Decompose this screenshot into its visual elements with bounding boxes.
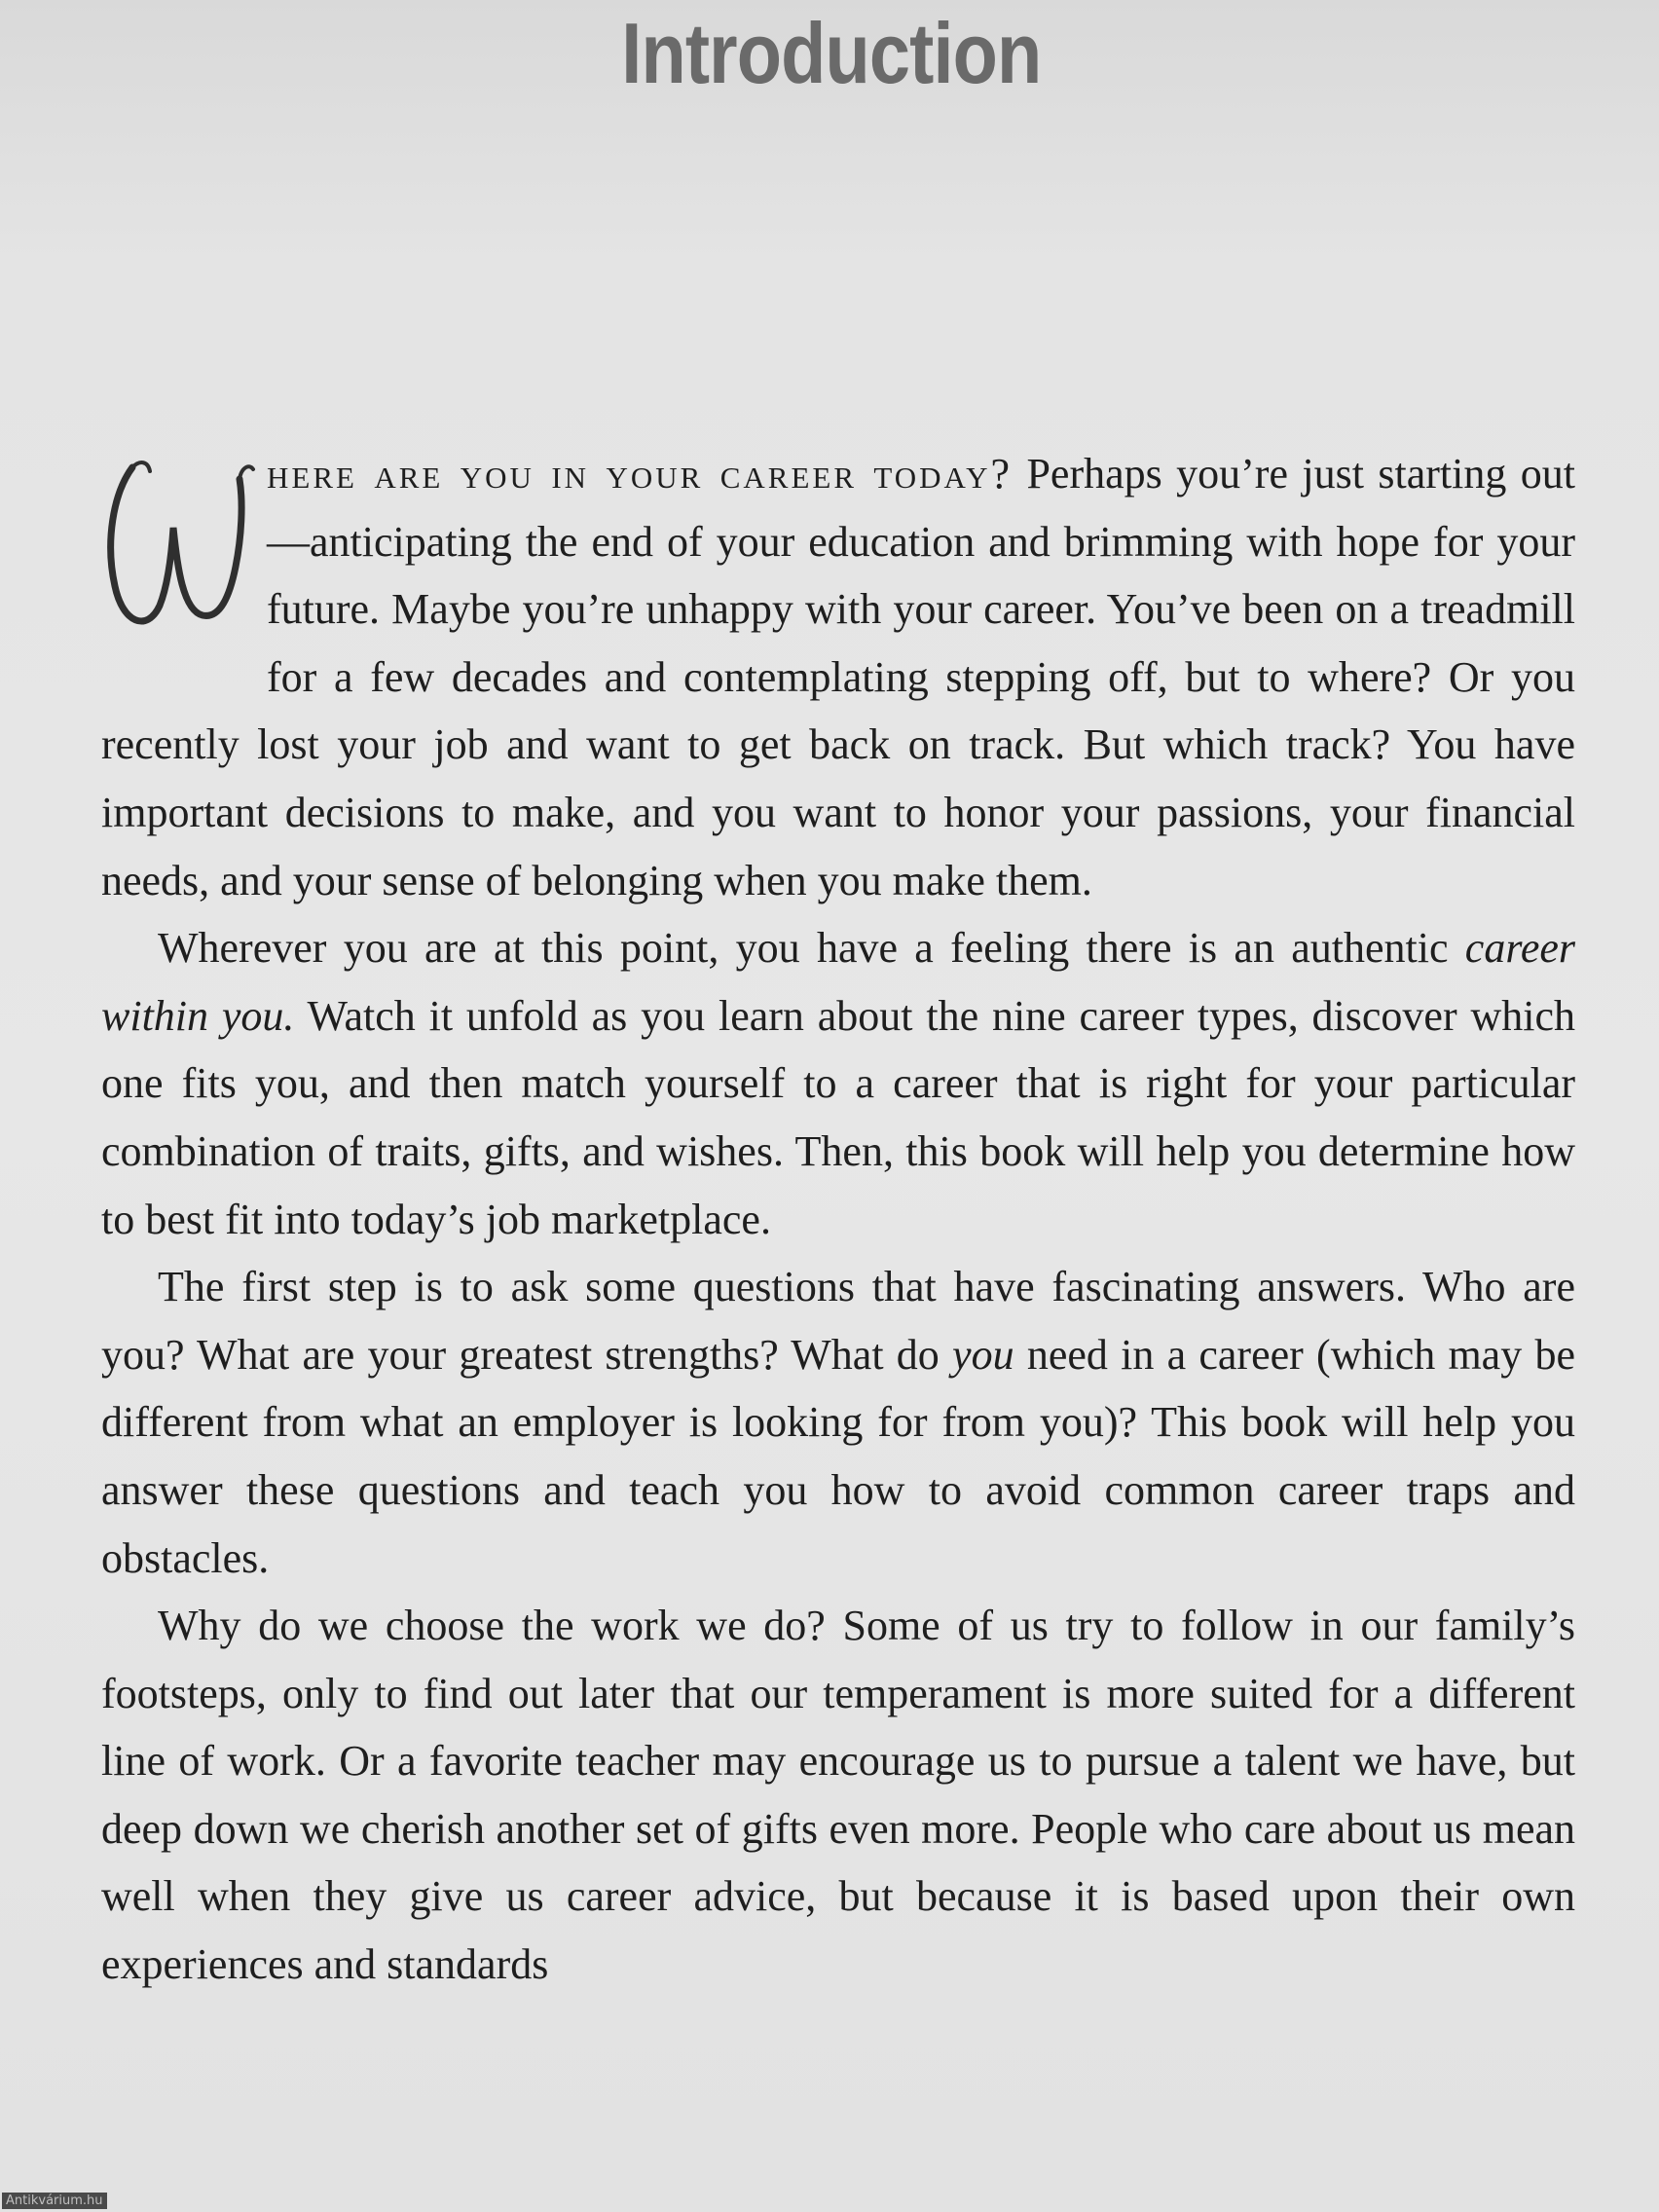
chapter-body: [101, 440, 1575, 1999]
paragraph-3-text-a: The first step is to ask some questions that have fascinating answers. Who are you? What are your greatest strengths? What do: [101, 1263, 1575, 1379]
paragraph-1-text: Perhaps you’re just starting out—anticipating the end of your education and brimming with hope for your future. Maybe you’re unhappy with your career. You’ve been on a treadmill for a few decades and contemplating stepping off, but to where? Or you recently lost your job and want to get back on track. But which track? You have important decisions to make, and you want to honor your passions, your financial needs, and your sense of belonging when you make them.: [101, 450, 1576, 904]
paragraph-1: [101, 440, 1575, 914]
watermark-label: Antikvárium.hu: [2, 2193, 107, 2209]
opening-smallcaps: here are you in your career today?: [267, 450, 1014, 498]
chapter-title: Introduction: [621, 5, 1042, 101]
paragraph-3-text-b: need in a career (which may be different from what an employer is looking for from you)? This book will help you answer these questions and teach you how to avoid common career traps and obstacles.: [101, 1330, 1575, 1582]
paragraph-4: Why do we choose the work we do? Some of us try to follow in our family’s footsteps, only to find out later that our temperament is more suited for a different line of work. Or a favorite teacher may encourage us to pursue a talent we have, but deep down we cherish another set of gifts even more. People who care about us mean well when they give us career advice, but because it is based upon their own experiences and standards: [101, 1602, 1575, 1989]
paragraph-3-emphasis: you: [952, 1330, 1014, 1379]
paragraph-2-text-b: Watch it unfold as you learn about the nine career types, discover which one fits you, and then match yourself to a career that is right for your particular combination of traits, gifts, and wishes. Then, this book will help you determine how to best fit into today’s job marketplace.: [101, 991, 1575, 1243]
paragraph-2: [101, 914, 1575, 1253]
paragraph-2-text-a: Wherever you are at this point, you have a feeling there is an authentic: [158, 924, 1465, 973]
dropcap-w-ornament: [93, 450, 259, 645]
paragraph-2-emphasis: career within you.: [101, 924, 1575, 1040]
paragraph-3: [101, 1253, 1575, 1592]
